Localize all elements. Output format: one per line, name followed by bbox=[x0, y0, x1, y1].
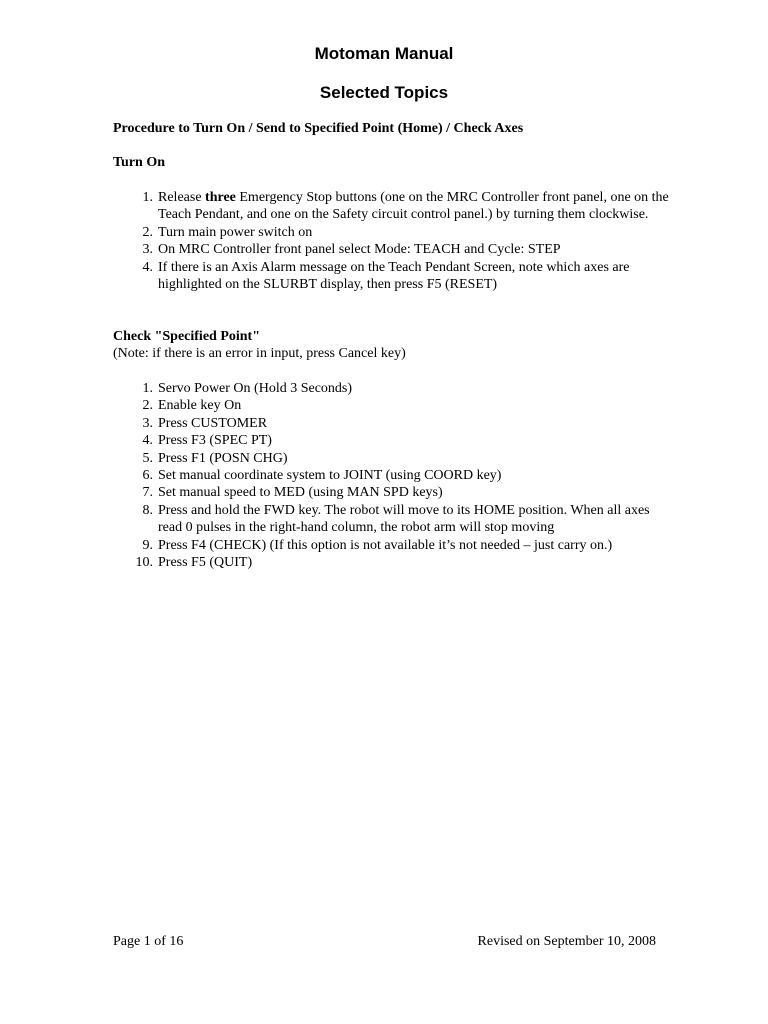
list-item: 4. Press F3 (SPEC PT) bbox=[142, 433, 272, 449]
revision-date: Revised on September 10, 2008 bbox=[477, 934, 656, 949]
list-item: 1. Release three Emergency Stop buttons (one on the MRC Controller front panel, one on the Teach Pendant, and one on the Safety circuit control panel.) by turning them clockwise. bbox=[142, 190, 669, 223]
list-item: 9. Press F4 (CHECK) (If this option is not available it’s not needed – just carry on.) bbox=[142, 537, 613, 553]
document-subtitle: Selected Topics bbox=[319, 83, 449, 102]
document-title: Motoman Manual bbox=[314, 44, 454, 63]
emphasis-text: three bbox=[205, 190, 236, 205]
turn-on-heading: Turn On bbox=[113, 155, 166, 170]
list-item: 1. Servo Power On (Hold 3 Seconds) bbox=[142, 381, 353, 396]
check-steps bbox=[113, 380, 673, 571]
list-item: 4. If there is an Axis Alarm message on the Teach Pendant Screen, note which axes are highlighted on the SLURBT display, then press F5 (RESET) bbox=[142, 259, 630, 293]
procedure-heading: Procedure to Turn On / Send to Specified Point (Home) / Check Axes bbox=[113, 121, 524, 136]
list-item: 2. Enable key On bbox=[142, 398, 242, 414]
cancel-note: (Note: if there is an error in input, press Cancel key) bbox=[113, 346, 406, 361]
list-item: 3. On MRC Controller front panel select Mode: TEACH and Cycle: STEP bbox=[142, 242, 561, 258]
list-item: 2. Turn main power switch on bbox=[142, 224, 313, 240]
check-heading: Check "Specified Point" bbox=[113, 329, 260, 344]
list-item: 7. Set manual speed to MED (using MAN SPD keys) bbox=[142, 485, 443, 501]
page-number: Page 1 of 16 bbox=[113, 934, 184, 949]
list-item: 8. Press and hold the FWD key. The robot will move to its HOME position. When all axes read 0 pulses in the right-hand column, the robot arm will stop moving bbox=[142, 502, 650, 536]
list-item: 3. Press CUSTOMER bbox=[142, 415, 268, 431]
list-item: 6. Set manual coordinate system to JOINT (using COORD key) bbox=[142, 468, 502, 484]
list-item: 10. Press F5 (QUIT) bbox=[135, 555, 253, 571]
list-item: 5. Press F1 (POSN CHG) bbox=[142, 450, 288, 466]
turn-on-steps bbox=[113, 189, 673, 293]
